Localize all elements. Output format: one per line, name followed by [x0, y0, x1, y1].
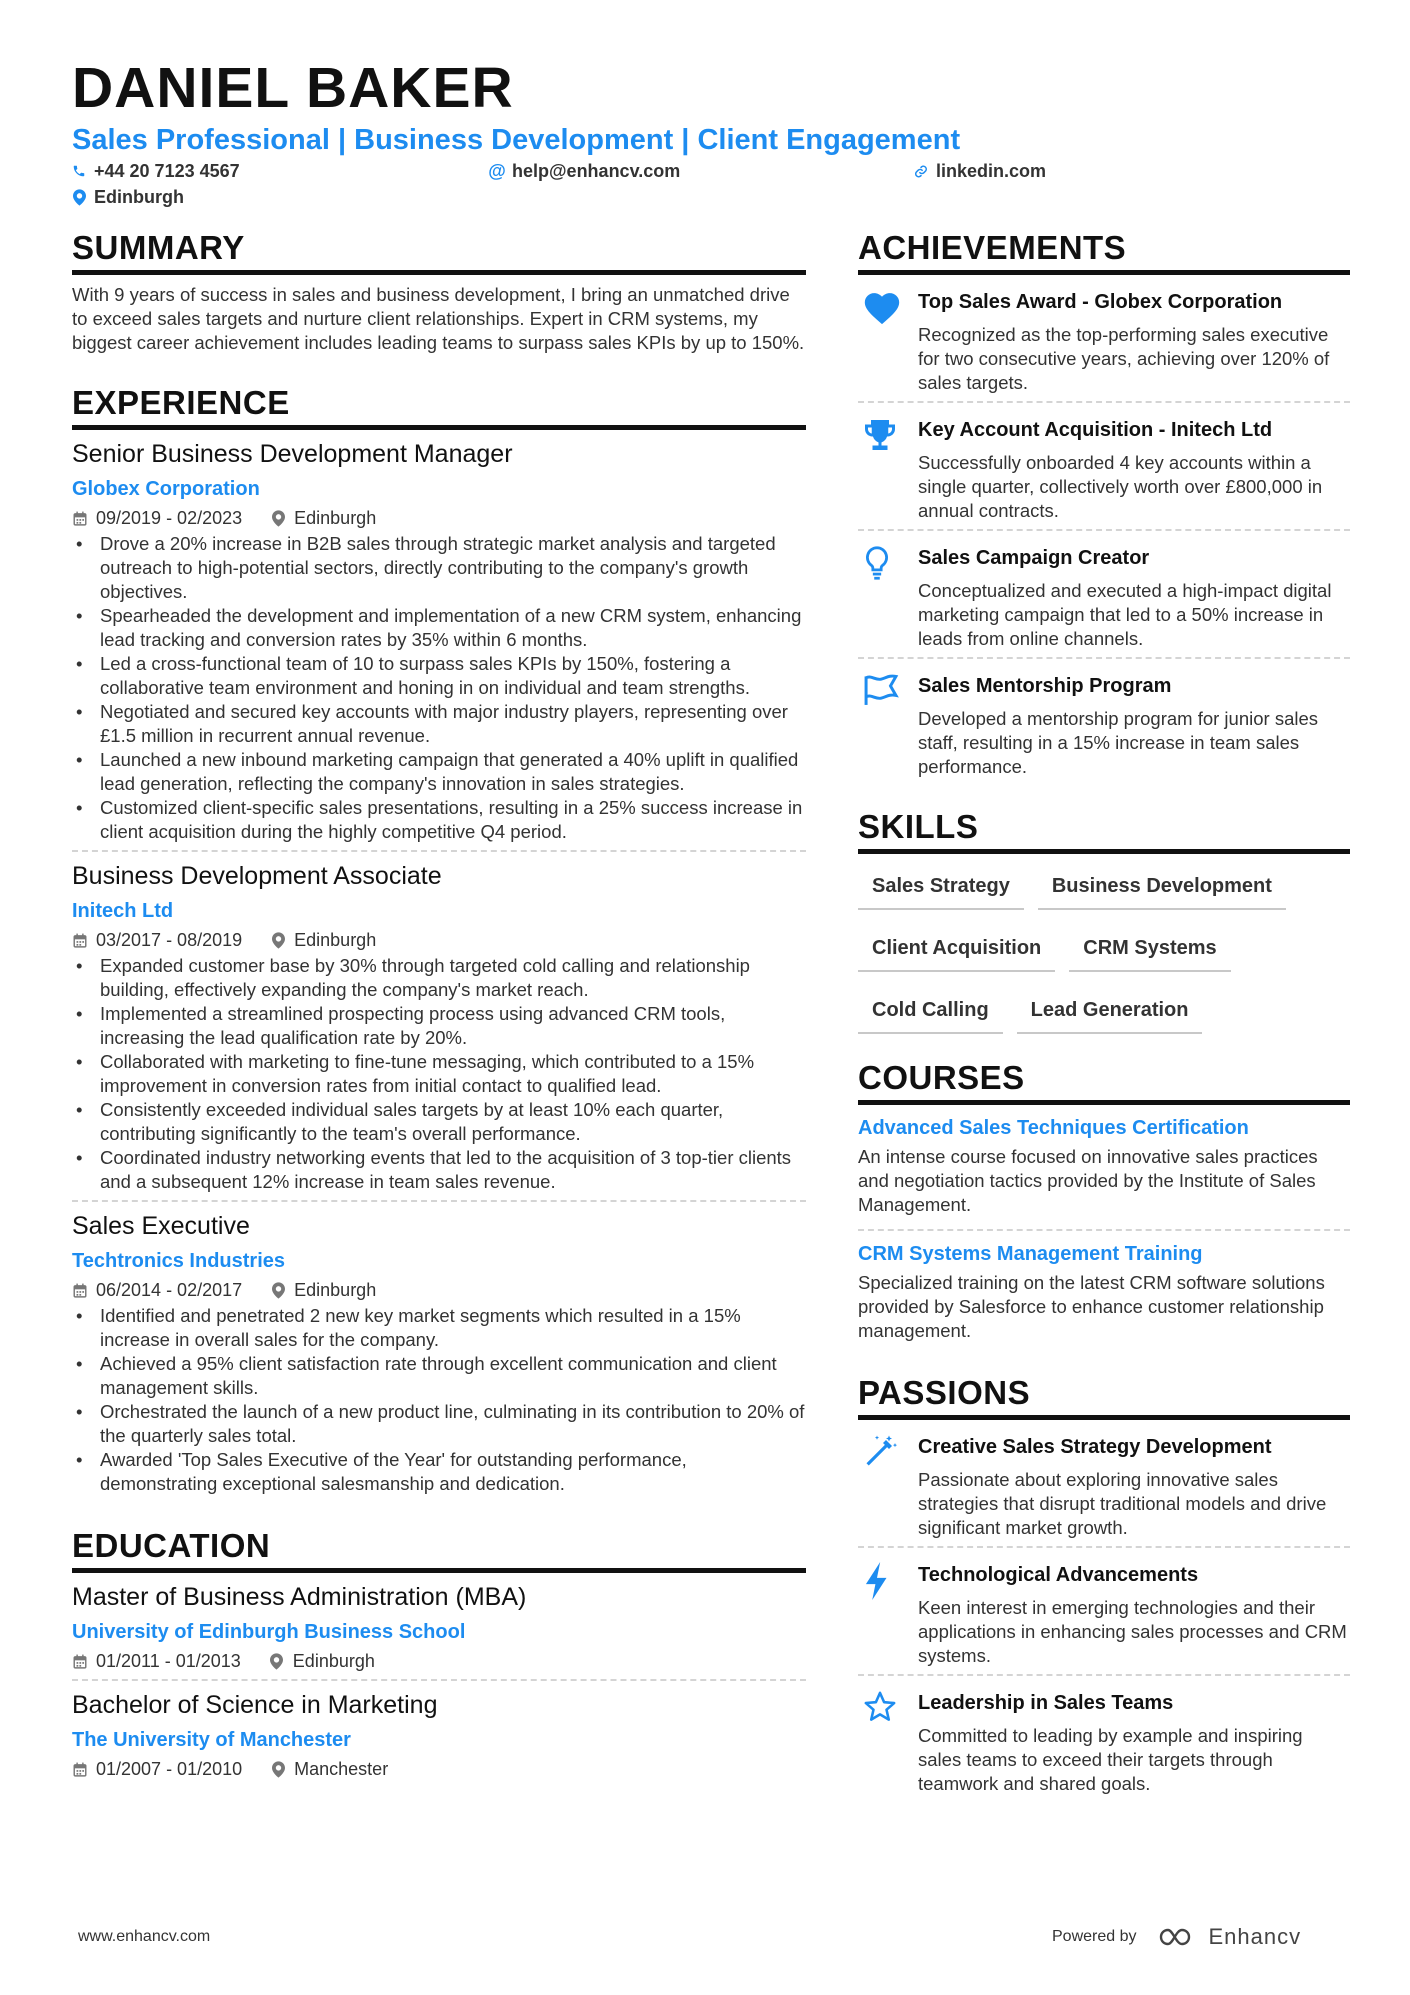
achievements-item-desc: Successfully onboarded 4 key accounts within a single quarter, collectively worth over £800,000 in annual contracts. — [918, 452, 1323, 521]
experience-heading: EXPERIENCE — [72, 383, 806, 430]
achievements-item-body — [918, 289, 1350, 395]
job-bullet: • Identified and penetrated 2 new key market segments which resulted in a 15% increase in overall sales for the company. — [72, 1304, 806, 1352]
skill-tag: Sales Strategy — [858, 862, 1024, 910]
passions-item — [858, 1548, 1350, 1674]
course-desc: An intense course focused on innovative sales practices and negotiation tactics provided by the Institute of Sales Management. — [858, 1146, 1318, 1215]
calendar-icon — [72, 1281, 88, 1299]
degree: Bachelor of Science in Marketing — [72, 1691, 438, 1719]
achievements-item-body — [918, 673, 1350, 779]
job-bullet: • Awarded 'Top Sales Executive of the Year' for outstanding performance, demonstrating exceptional salesmanship and dedication. — [72, 1448, 806, 1496]
passions-list — [858, 1420, 1350, 1802]
job-bullets — [72, 954, 806, 1194]
brand-logo — [1157, 1924, 1302, 1950]
job-bullet: • Collaborated with marketing to fine-tune messaging, which contributed to a 15% improvement in conversion rates from initial contact to qualified lead. — [72, 1050, 806, 1098]
job-role: Senior Business Development Manager — [72, 440, 513, 468]
email-text[interactable]: help@enhancv.com — [512, 161, 681, 181]
achievements-item-title: Key Account Acquisition - Initech Ltd — [918, 419, 1273, 441]
course-entry — [858, 1241, 1350, 1343]
job-entry — [72, 1210, 806, 1496]
divider — [858, 1229, 1350, 1231]
achievements-item-desc: Conceptualized and executed a high-impact digital marketing campaign that led to a 50% increase in leads from online channels. — [918, 580, 1332, 649]
trophy-icon — [858, 417, 918, 523]
summary-text: With 9 years of success in sales and business development, I bring an unmatched drive to exceed sales targets and nurture client relationships. Expert in CRM systems, my biggest career achievement includes leading teams to surpass sales KPIs by up to 150%. — [72, 284, 805, 353]
course-desc: Specialized training on the latest CRM software solutions provided by Salesforce to enhance customer relationship management. — [858, 1272, 1325, 1341]
job-bullet: • Negotiated and secured key accounts with major industry players, representing over £1.5 million in recurrent annual revenue. — [72, 700, 806, 748]
contact-location — [72, 186, 184, 208]
achievements-item-title: Sales Mentorship Program — [918, 675, 1172, 697]
skill-tag: CRM Systems — [1069, 924, 1230, 972]
dates: 01/2011 - 01/2013 — [96, 1651, 241, 1671]
footer-website[interactable]: www.enhancv.com — [78, 1928, 211, 1945]
location: Edinburgh — [294, 508, 377, 528]
candidate-name: DANIEL BAKER — [72, 56, 514, 120]
divider — [72, 1200, 806, 1202]
job-bullet: • Launched a new inbound marketing campaign that generated a 40% uplift in qualified lead generation, reflecting the company's innovation in sales strategies. — [72, 748, 806, 796]
skill-tag: Client Acquisition — [858, 924, 1055, 972]
job-bullet: • Expanded customer base by 30% through targeted cold calling and relationship building, effectively expanding the company's market reach. — [72, 954, 806, 1002]
location: Edinburgh — [292, 1651, 375, 1671]
lightning-icon — [858, 1562, 918, 1668]
passions-item-title: Technological Advancements — [918, 1564, 1199, 1586]
dates: 09/2019 - 02/2023 — [96, 508, 243, 528]
school: University of Edinburgh Business School — [72, 1621, 466, 1643]
location: Manchester — [294, 1759, 389, 1779]
achievements-item — [858, 403, 1350, 529]
skill-tag: Cold Calling — [858, 986, 1003, 1034]
passions-item-title: Creative Sales Strategy Development — [918, 1436, 1272, 1458]
job-bullet: • Coordinated industry networking events that led to the acquisition of 3 top-tier clients and a subsequent 12% increase in team sales revenue. — [72, 1146, 806, 1194]
flag-icon — [858, 673, 918, 779]
job-bullet: • Achieved a 95% client satisfaction rate through excellent communication and client management skills. — [72, 1352, 806, 1400]
achievements-item-desc: Developed a mentorship program for junior sales staff, resulting in a 15% increase in team sales performance. — [918, 708, 1319, 777]
job-meta — [72, 928, 806, 952]
achievements-item-body — [918, 417, 1350, 523]
school: The University of Manchester — [72, 1729, 351, 1751]
passions-item-body — [918, 1434, 1350, 1540]
heart-icon — [858, 289, 918, 395]
job-bullets — [72, 532, 806, 844]
job-bullet: • Implemented a streamlined prospecting process using advanced CRM tools, increasing the lead qualification rate by 20%. — [72, 1002, 806, 1050]
location: Edinburgh — [294, 930, 377, 950]
job-bullet: • Drove a 20% increase in B2B sales through strategic market analysis and targeted outreach to high-potential sectors, directly contributing to the company's growth objectives. — [72, 532, 806, 604]
achievements-item — [858, 531, 1350, 657]
course-title: CRM Systems Management Training — [858, 1243, 1203, 1265]
footer-powered-by — [1052, 1924, 1301, 1950]
location-pin-icon — [270, 509, 286, 527]
job-company: Techtronics Industries — [72, 1250, 286, 1272]
job-meta — [72, 1757, 806, 1781]
degree: Master of Business Administration (MBA) — [72, 1583, 527, 1611]
job-bullet: • Consistently exceeded individual sales targets by at least 10% each quarter, contributing significantly to the team's overall performance. — [72, 1098, 806, 1146]
skill-tag: Lead Generation — [1017, 986, 1203, 1034]
achievements-item-title: Top Sales Award - Globex Corporation — [918, 291, 1283, 313]
skill-tag: Business Development — [1038, 862, 1286, 910]
link-icon — [914, 162, 928, 180]
location-pin-icon — [270, 931, 286, 949]
passions-item-desc: Committed to leading by example and inspiring sales teams to exceed their targets through teamwork and shared goals. — [918, 1725, 1303, 1794]
achievements-item-title: Sales Campaign Creator — [918, 547, 1150, 569]
education-list — [72, 1581, 806, 1781]
brand-name: Enhancv — [1208, 1924, 1302, 1949]
achievements-heading: ACHIEVEMENTS — [858, 228, 1350, 275]
dates: 01/2007 - 01/2010 — [96, 1759, 243, 1779]
job-meta — [72, 506, 806, 530]
courses-list — [858, 1115, 1350, 1343]
job-company: Globex Corporation — [72, 478, 260, 500]
star-icon — [858, 1690, 918, 1796]
job-bullets — [72, 1304, 806, 1496]
lightbulb-icon — [858, 545, 918, 651]
phone-icon — [72, 162, 86, 180]
contact-phone — [72, 160, 240, 182]
achievements-item — [858, 659, 1350, 785]
linkedin-text[interactable]: linkedin.com — [936, 161, 1047, 181]
calendar-icon — [72, 509, 88, 527]
job-bullet: • Spearheaded the development and implementation of a new CRM system, enhancing lead tracking and conversion rates by 35% within 6 months. — [72, 604, 806, 652]
job-role: Sales Executive — [72, 1212, 250, 1240]
location: Edinburgh — [294, 1280, 377, 1300]
passions-item-body — [918, 1562, 1350, 1668]
passions-item-desc: Passionate about exploring innovative sales strategies that disrupt traditional models and drive significant market growth. — [918, 1469, 1327, 1538]
location-pin-icon — [270, 1760, 286, 1778]
job-bullet: • Orchestrated the launch of a new product line, culminating in its contribution to 20% of the quarterly sales total. — [72, 1400, 806, 1448]
location-pin-icon — [270, 1281, 286, 1299]
passions-item — [858, 1420, 1350, 1546]
education-entry — [72, 1581, 806, 1681]
right-column — [858, 228, 1350, 1802]
job-entry — [72, 438, 806, 852]
calendar-icon — [72, 1760, 88, 1778]
dates: 03/2017 - 08/2019 — [96, 930, 243, 950]
passions-heading: PASSIONS — [858, 1373, 1350, 1420]
skills-list — [858, 862, 1350, 1048]
job-bullet: • Customized client-specific sales presentations, resulting in a 25% success increase in client acquisition during the highly competitive Q4 period. — [72, 796, 806, 844]
passions-item-desc: Keen interest in emerging technologies and their applications in enhancing sales processes and CRM systems. — [918, 1597, 1347, 1666]
candidate-title: Sales Professional | Business Development | Client Engagement — [72, 124, 961, 156]
calendar-icon — [72, 931, 88, 949]
passions-item-title: Leadership in Sales Teams — [918, 1692, 1174, 1714]
divider — [72, 1679, 806, 1681]
experience-list — [72, 438, 806, 1496]
divider — [72, 850, 806, 852]
magic-wand-icon — [858, 1434, 918, 1540]
location-pin-icon — [72, 188, 86, 206]
job-entry — [72, 860, 806, 1202]
education-entry — [72, 1689, 806, 1781]
achievements-item — [858, 275, 1350, 401]
passions-item — [858, 1676, 1350, 1802]
left-column — [72, 228, 806, 1781]
job-bullet: • Led a cross-functional team of 10 to surpass sales KPIs by 150%, fostering a collaborative team environment and honing in on individual and team strengths. — [72, 652, 806, 700]
at-icon: @ — [488, 161, 506, 181]
achievements-item-desc: Recognized as the top-performing sales executive for two consecutive years, achieving over 120% of sales targets. — [918, 324, 1330, 393]
course-entry — [858, 1115, 1350, 1231]
job-meta — [72, 1278, 806, 1302]
location-text: Edinburgh — [94, 187, 184, 207]
courses-heading: COURSES — [858, 1058, 1350, 1105]
job-company: Initech Ltd — [72, 900, 174, 922]
calendar-icon — [72, 1652, 88, 1670]
achievements-list — [858, 275, 1350, 785]
enhancv-logo-icon — [1157, 1926, 1201, 1948]
contact-linkedin[interactable] — [914, 160, 1046, 182]
summary-heading: SUMMARY — [72, 228, 806, 275]
location-pin-icon — [269, 1652, 285, 1670]
job-role: Business Development Associate — [72, 862, 442, 890]
powered-by-label: Powered by — [1052, 1928, 1137, 1945]
job-meta — [72, 1649, 806, 1673]
course-title: Advanced Sales Techniques Certification — [858, 1117, 1249, 1139]
phone-text: +44 20 7123 4567 — [94, 161, 240, 181]
skills-heading: SKILLS — [858, 807, 1350, 854]
contact-email[interactable] — [490, 160, 680, 182]
passions-item-body — [918, 1690, 1350, 1796]
dates: 06/2014 - 02/2017 — [96, 1280, 243, 1300]
achievements-item-body — [918, 545, 1350, 651]
education-heading: EDUCATION — [72, 1526, 806, 1573]
